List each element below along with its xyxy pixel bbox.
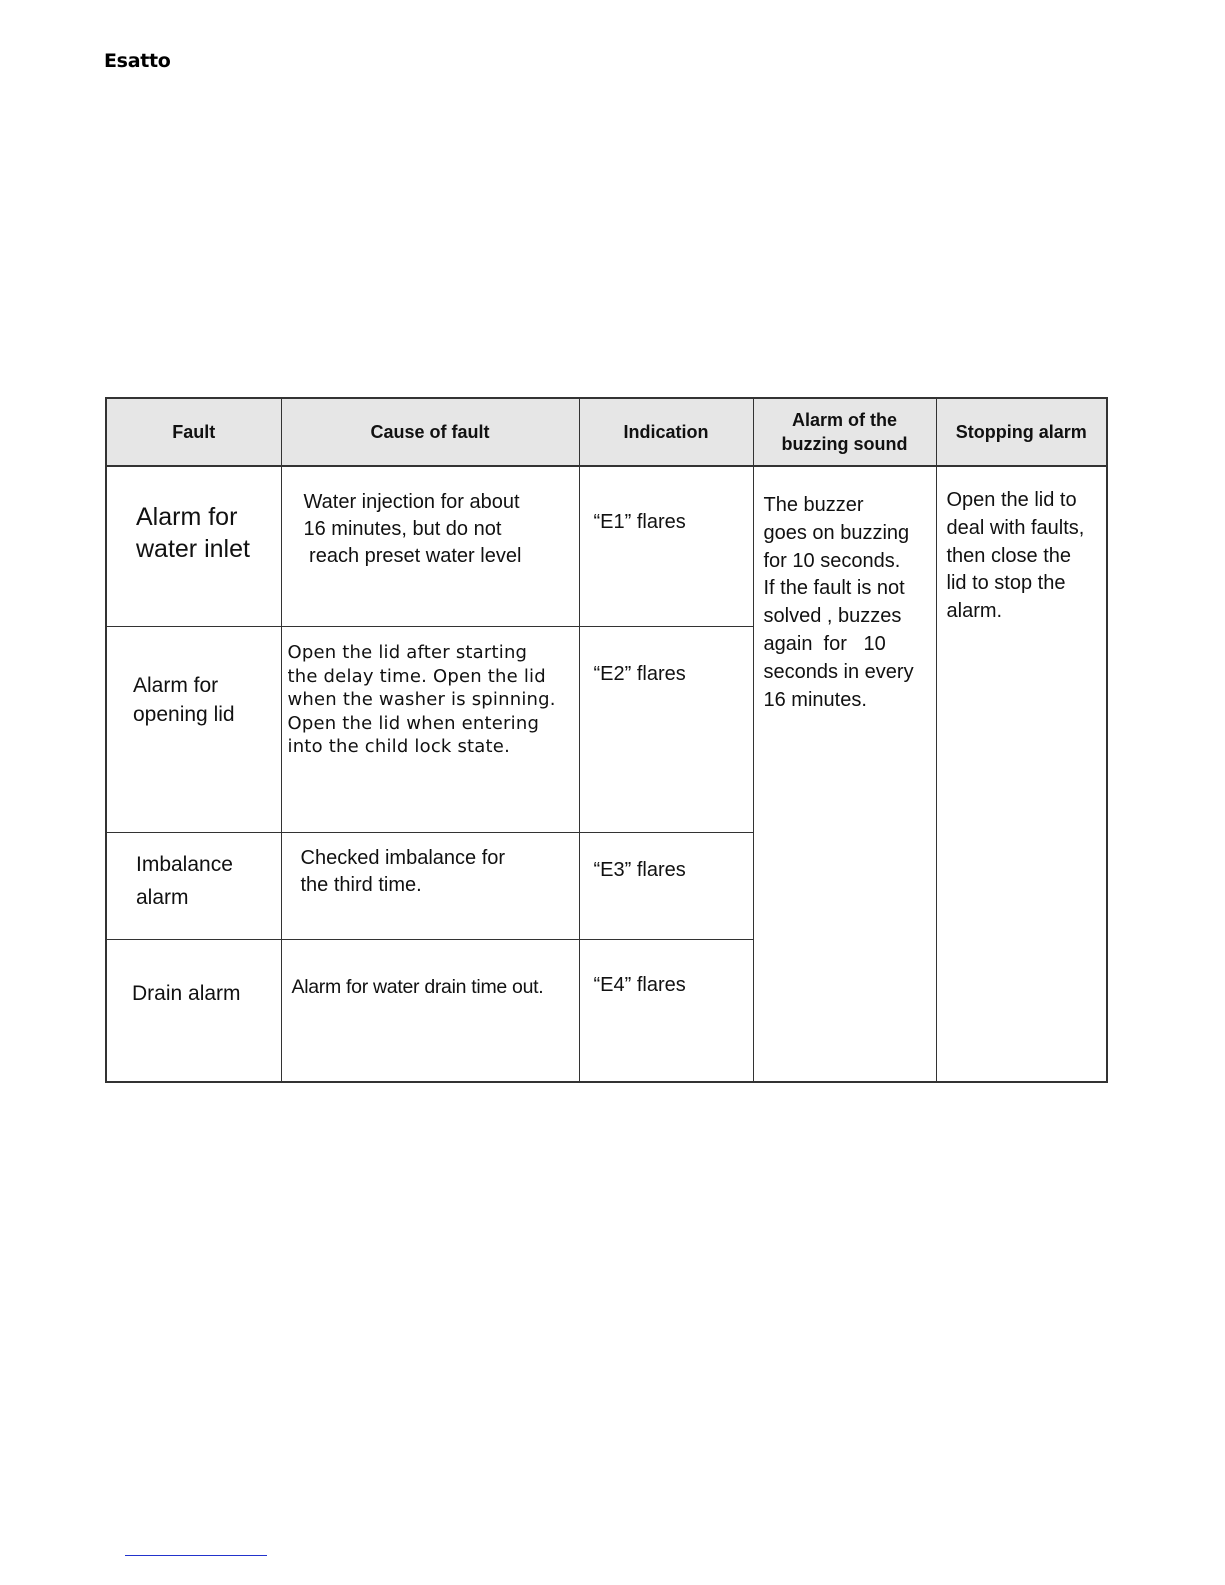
table-row [106, 466, 1107, 627]
fault-table [105, 397, 1108, 1083]
cause-cell [281, 466, 579, 627]
indication-cell: “E3” flares [579, 833, 753, 940]
indication-cell: “E1” flares [579, 466, 753, 627]
cause-line: Alarm for water drain time out. [291, 976, 544, 998]
header-indication: Indication [579, 398, 753, 466]
buzzing-line: goes on buzzing [763, 521, 910, 544]
brand-logo: Esatto [104, 50, 171, 72]
header-alarm-line-1: Alarm of the [791, 410, 897, 430]
buzzing-line: If the fault is not [763, 577, 905, 600]
header-cause: Cause of fault [281, 398, 579, 466]
fault-line: opening lid [133, 703, 235, 726]
buzzing-line: seconds in every [763, 660, 914, 683]
footer-link-underline [125, 1555, 267, 1556]
cause-line: Open the lid after starting [287, 642, 528, 663]
fault-line: alarm [136, 886, 189, 909]
buzzing-line: The buzzer [763, 494, 864, 516]
cause-cell [281, 627, 579, 833]
header-alarm-line-2: buzzing sound [781, 434, 908, 454]
cause-line: Open the lid when entering [287, 712, 540, 734]
buzzing-line: 16 minutes. [763, 688, 867, 711]
fault-line: Alarm for [136, 503, 238, 531]
buzzing-line: again for 10 [763, 632, 886, 655]
stopping-cell [936, 466, 1107, 1082]
fault-line: Alarm for [133, 674, 219, 697]
fault-line: water inlet [136, 535, 250, 563]
cause-line: 16 minutes, but do not [303, 518, 502, 540]
header-stopping: Stopping alarm [936, 398, 1107, 466]
cause-line: the delay time. Open the lid [287, 665, 546, 687]
fault-line: Drain alarm [132, 982, 241, 1005]
cause-line: the third time. [300, 874, 422, 896]
header-row [106, 398, 1107, 466]
stopping-line: Open the lid to [946, 489, 1077, 511]
cause-line: when the washer is spinning. [287, 689, 556, 710]
stopping-line: lid to stop the [946, 572, 1066, 595]
cause-line: Water injection for about [303, 491, 520, 513]
cause-line: into the child lock state. [287, 736, 510, 757]
stopping-line: alarm. [946, 600, 1003, 623]
buzzing-line: solved , buzzes [763, 605, 902, 628]
stopping-line: then close the [946, 544, 1072, 567]
fault-cell [106, 940, 281, 1083]
buzzing-cell [753, 466, 936, 1082]
fault-cell [106, 627, 281, 833]
fault-line: Imbalance [136, 853, 233, 876]
cause-line: Checked imbalance for [300, 847, 506, 869]
header-alarm-buzzing [753, 398, 936, 466]
fault-cell [106, 466, 281, 627]
fault-cell [106, 833, 281, 940]
indication-cell: “E2” flares [579, 627, 753, 833]
cause-cell [281, 833, 579, 940]
cause-line: reach preset water level [303, 545, 522, 567]
indication-cell: “E4” flares [579, 940, 753, 1083]
header-fault: Fault [106, 398, 281, 466]
stopping-line: deal with faults, [946, 516, 1085, 539]
buzzing-line: for 10 seconds. [763, 549, 901, 572]
cause-cell [281, 940, 579, 1083]
